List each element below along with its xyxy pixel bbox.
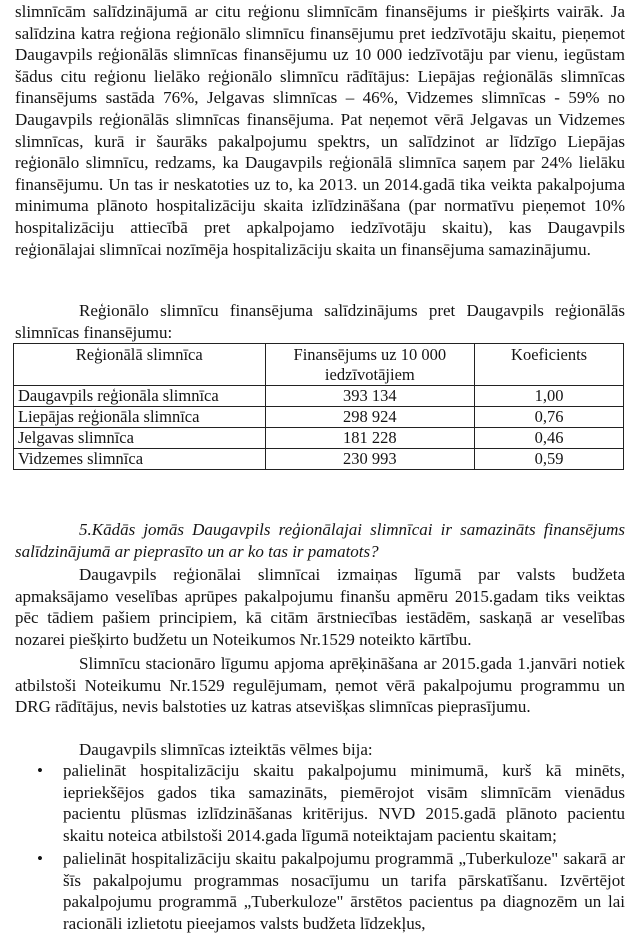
- list-item-text: palielināt hospitalizāciju skaitu pakalpojumu minimumā, kurš kā minēts, iepriekšējos gados tika samazināts, piemērojot visām slimnīcām vienādus pacientu plūsmas izlīdzināšanas kritērijus. NVD 2015.gadā plānoto pacientu skaitu noteica atbilstoši 2014.gada līgumā noteiktajam pacientu skaitam;: [63, 761, 625, 846]
- cell-financing: 181 228: [265, 428, 475, 449]
- paragraph-wishes-intro: Daugavpils slimnīcas izteiktās vēlmes bija:: [79, 740, 373, 759]
- cell-financing: 298 924: [265, 407, 475, 428]
- paragraph-contract-calculation: Slimnīcu stacionāro līgumu apjoma aprēķināšana ar 2015.gada 1.janvāri notiek atbilstoši Noteikumu Nr.1529 regulējumam, ņemot vērā pakalpojumu programmu un DRG rādītājus, nevis balstoties uz katras atsevišķas slimnīcas pieprasījumu.: [15, 654, 625, 717]
- list-item: [15, 848, 625, 935]
- cell-financing: 230 993: [265, 449, 475, 470]
- bullet-icon: •: [37, 761, 43, 780]
- cell-hospital: Liepājas reģionāla slimnīca: [14, 407, 266, 428]
- cell-coefficient: 0,59: [475, 449, 624, 470]
- cell-coefficient: 0,46: [475, 428, 624, 449]
- table-row: [14, 407, 624, 428]
- cell-hospital: Daugavpils reģionāla slimnīca: [14, 386, 266, 407]
- wishes-list: [15, 760, 625, 936]
- cell-hospital: Vidzemes slimnīca: [14, 449, 266, 470]
- bullet-icon: •: [37, 848, 43, 868]
- paragraph-contract-changes: Daugavpils reģionālai slimnīcai izmaiņas līgumā par valsts budžeta apmaksājamo veselības aprūpes pakalpojumu finanšu apmēru 2015.gadam tiks veiktas pēc tādiem pašiem principiem, kā citām ārstniecības iestādēm, saskaņā ar veselības nozarei piešķirto budžetu un Noteikumos Nr.1529 noteikto kārtību.: [15, 565, 625, 650]
- cell-coefficient: 0,76: [475, 407, 624, 428]
- table-row: [14, 449, 624, 470]
- header-hospital: Reģionālā slimnīca: [14, 344, 266, 386]
- cell-hospital: Jelgavas slimnīca: [14, 428, 266, 449]
- header-financing: Finansējums uz 10 000 iedzīvotājiem: [265, 344, 475, 386]
- table-row: [14, 428, 624, 449]
- cell-financing: 393 134: [265, 386, 475, 407]
- list-item-text: palielināt hospitalizāciju skaitu pakalpojumu programmā „Tuberkuloze" sakarā ar šīs pakalpojumu programmas nosacījumu un tarifa pārskatīšanu. Izvērtējot pakalpojumu programmā „Tuberkuloze" ārstētos pacientus pa diagnozēm un lai racionāli izlietotu pieejamos valsts budžeta līdzekļus,: [63, 848, 625, 933]
- table-header-row: [14, 344, 624, 386]
- financing-table: [13, 343, 624, 470]
- paragraph-hospital-comparison: slimnīcām salīdzinājumā ar citu reģionu slimnīcām finansējums ir piešķirts vairāk. Ja salīdzina katra reģiona reģionālo slimnīcu finansējumu pret iedzīvotāju skaitu, pieņemot Daugavpils reģionālās slimnīcas finansējumu uz 10 000 iedzīvotāju par vienu, iegūstam šādus citu reģionu lielāko reģionālo slimnīcu rādītājus: Liepājas reģionālās slimnīcas finansējums sastāda 76%, Jelgavas slimnīcas – 46%, Vidzemes slimnīcas - 59% no Daugavpils reģionālās slimnīcas finansējuma. Pat neņemot vērā Jelgavas un Vidzemes slimnīcas, kurā ir šaurāks pakalpojumu spektrs, un salīdzinot ar līdzīgo Liepājas reģionālo slimnīcu, redzams, ka Daugavpils reģionālā slimnīca saņem par 24% lielāku finansējumu. Un tas ir neskatoties uz to, ka 2013. un 2014.gadā tika veikta pakalpojuma minimuma plānoto hospitalizāciju skaita izlīdzināšana (par normatīvu pieņemot 10% hospitalizāciju attiecībā pret apkalpojamo iedzīvotāju skaitu), kas Daugavpils reģionālajai slimnīcai nozīmēja hospitalizāciju skaita un finansējuma samazinājumu.: [15, 2, 625, 259]
- cell-coefficient: 1,00: [475, 386, 624, 407]
- header-coefficient: Koeficients: [475, 344, 624, 386]
- table-row: [14, 386, 624, 407]
- table-caption: Reģionālo slimnīcu finansējuma salīdzinājums pret Daugavpils reģionālās slimnīcas finansējumu:: [15, 301, 625, 342]
- list-item: [15, 760, 625, 847]
- question-heading: 5.Kādās jomās Daugavpils reģionālajai slimnīcai ir samazināts finansējums salīdzinājumā ar pieprasīto un ar ko tas ir pamatots?: [15, 520, 625, 561]
